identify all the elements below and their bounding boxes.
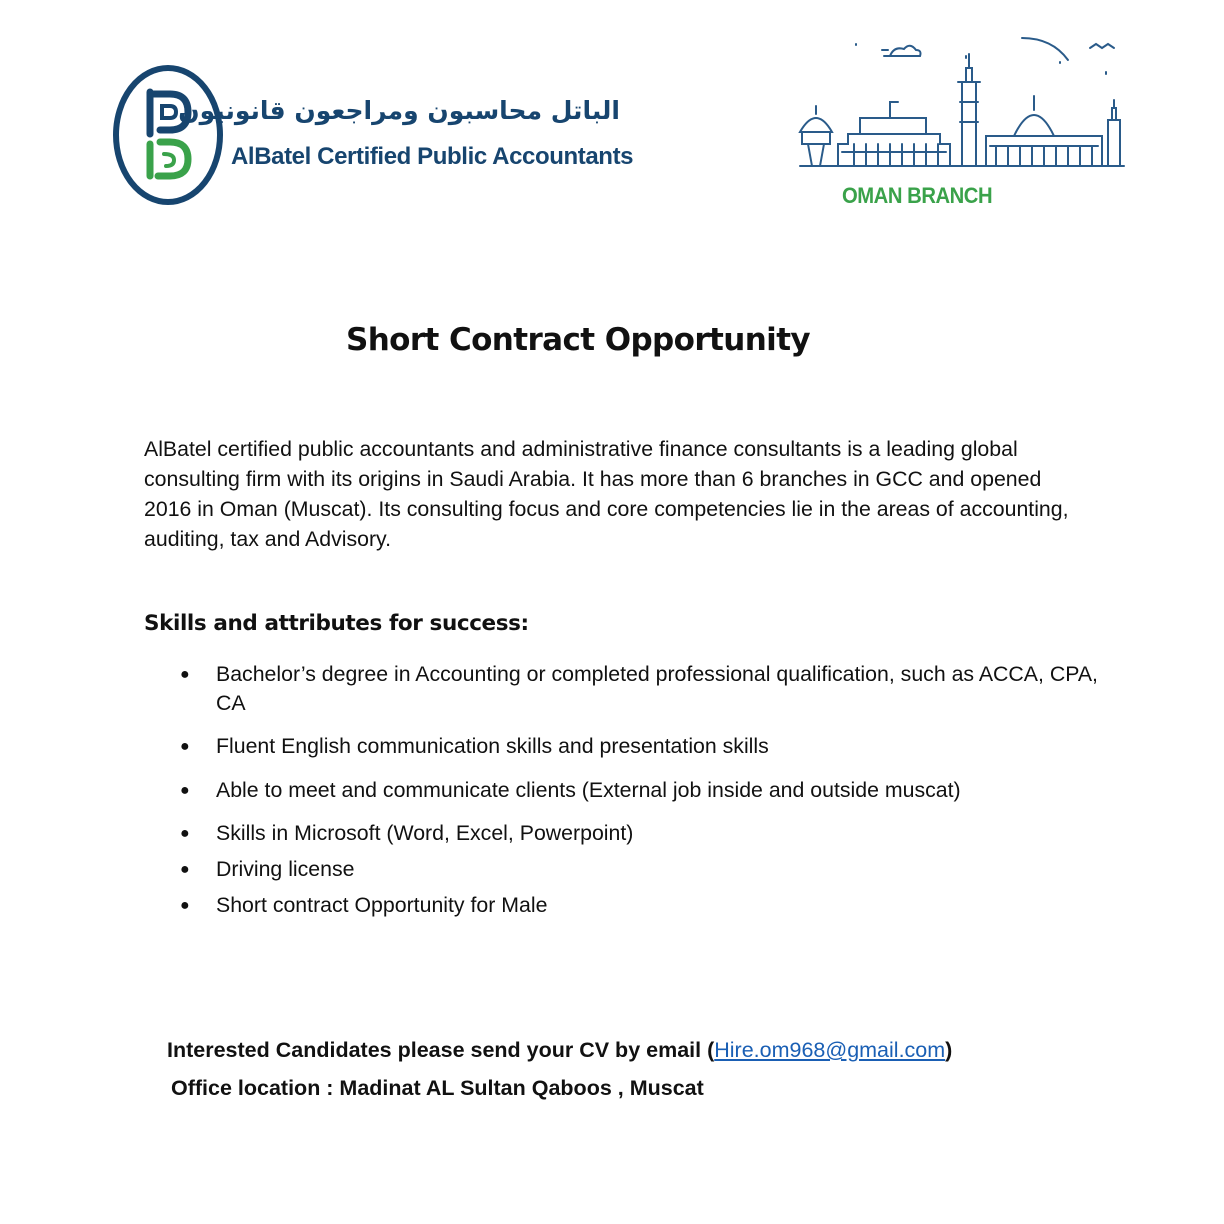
list-item: [180, 855, 1100, 884]
skill-text: Bachelor’s degree in Accounting or completed professional qualification, such as ACCA, CPA, CA: [216, 662, 1098, 715]
skill-text: Able to meet and communicate clients (External job inside and outside muscat): [216, 778, 961, 802]
bullet-icon: ●: [180, 666, 190, 683]
albatel-logo-icon: [112, 64, 224, 206]
oman-branch-label: OMAN BRANCH: [842, 183, 993, 208]
list-item: [180, 776, 1100, 805]
page-title: Short Contract Opportunity: [345, 322, 811, 358]
contact-prefix: Interested Candidates please send your CV by email (: [167, 1038, 715, 1062]
contact-suffix: ): [945, 1038, 953, 1062]
intro-paragraph: AlBatel certified public accountants and administrative finance consultants is a leading global consulting firm with its origins in Saudi Arabia. It has more than 6 branches in GCC and opened 2016 in Oman (Muscat). Its consulting focus and core competencies lie in the areas of accounting, auditing, tax and Advisory.: [144, 437, 1069, 551]
bullet-icon: ●: [180, 861, 190, 878]
bullet-icon: ●: [180, 782, 190, 799]
bullet-icon: ●: [180, 738, 190, 755]
skill-text: Short contract Opportunity for Male: [216, 893, 548, 917]
bullet-icon: ●: [180, 897, 190, 914]
skills-heading: Skills and attributes for success:: [144, 611, 529, 636]
oman-skyline-icon: [790, 32, 1130, 182]
list-item: [180, 819, 1100, 848]
logo-arabic-text: الباتل محاسبون ومراجعون قانونيون: [178, 96, 620, 125]
email-link[interactable]: Hire.om968@gmail.com: [714, 1038, 946, 1062]
logo-english-text: AlBatel Certified Public Accountants: [231, 143, 634, 170]
list-item: [180, 732, 1100, 761]
bullet-icon: ●: [180, 825, 190, 842]
list-item: [180, 660, 1100, 718]
skill-text: Fluent English communication skills and presentation skills: [216, 734, 769, 758]
skill-text: Skills in Microsoft (Word, Excel, Powerpoint): [216, 821, 634, 845]
office-location: Office location : Madinat AL Sultan Qaboos , Muscat: [171, 1076, 704, 1100]
contact-line: [167, 1038, 952, 1063]
list-item: [180, 891, 1100, 920]
skill-text: Driving license: [216, 857, 355, 881]
